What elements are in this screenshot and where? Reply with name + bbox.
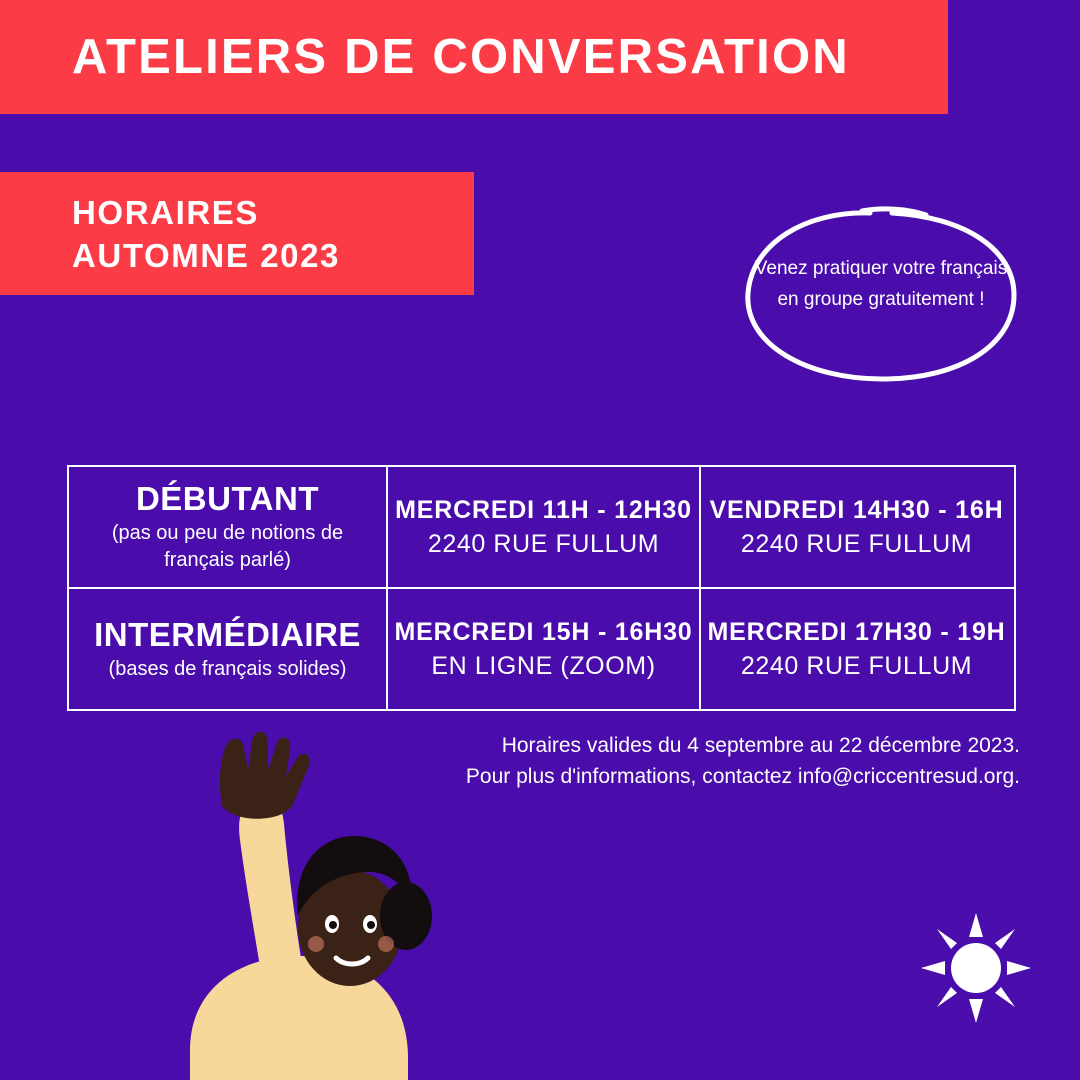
person-waving-illustration bbox=[150, 720, 480, 1080]
callout-text: Venez pratiquer votre français en groupe gratuitement ! bbox=[754, 258, 1008, 310]
subtitle-line-1: HORAIRES bbox=[72, 193, 259, 231]
slot-time: MERCREDI 11H - 12H30 bbox=[395, 496, 692, 524]
level-note: (pas ou peu de notions de français parlé) bbox=[111, 522, 344, 571]
slot-place: 2240 RUE FULLUM bbox=[427, 530, 660, 558]
slot-place: 2240 RUE FULLUM bbox=[740, 652, 973, 680]
sun-icon bbox=[921, 913, 1031, 1023]
schedule-table bbox=[67, 465, 1016, 711]
callout bbox=[742, 205, 1020, 385]
slot-cell bbox=[386, 589, 699, 709]
level-cell bbox=[69, 589, 386, 709]
footnote-line-1: Horaires valides du 4 septembre au 22 décembre 2023. bbox=[501, 734, 1020, 757]
slot-place: EN LIGNE (ZOOM) bbox=[431, 652, 656, 680]
page-title: ATELIERS DE CONVERSATION bbox=[72, 30, 850, 84]
table-row bbox=[69, 467, 1014, 587]
slot-place: 2240 RUE FULLUM bbox=[740, 530, 973, 558]
level-title: INTERMÉDIAIRE bbox=[94, 615, 361, 653]
table-row bbox=[69, 587, 1014, 709]
slot-time: VENDREDI 14H30 - 16H bbox=[709, 496, 1004, 524]
footnote-line-2: Pour plus d'informations, contactez info@criccentresud.org. bbox=[465, 765, 1020, 788]
title-banner bbox=[0, 0, 948, 114]
slot-cell bbox=[699, 589, 1012, 709]
level-note: (bases de français solides) bbox=[108, 657, 347, 680]
slot-time: MERCREDI 17H30 - 19H bbox=[707, 618, 1006, 646]
slot-cell bbox=[386, 467, 699, 587]
level-cell bbox=[69, 467, 386, 587]
slot-cell bbox=[699, 467, 1012, 587]
slot-time: MERCREDI 15H - 16H30 bbox=[394, 618, 693, 646]
level-title: DÉBUTANT bbox=[135, 480, 320, 517]
subtitle-banner bbox=[0, 172, 474, 295]
subtitle-line-2: AUTOMNE 2023 bbox=[72, 236, 341, 274]
